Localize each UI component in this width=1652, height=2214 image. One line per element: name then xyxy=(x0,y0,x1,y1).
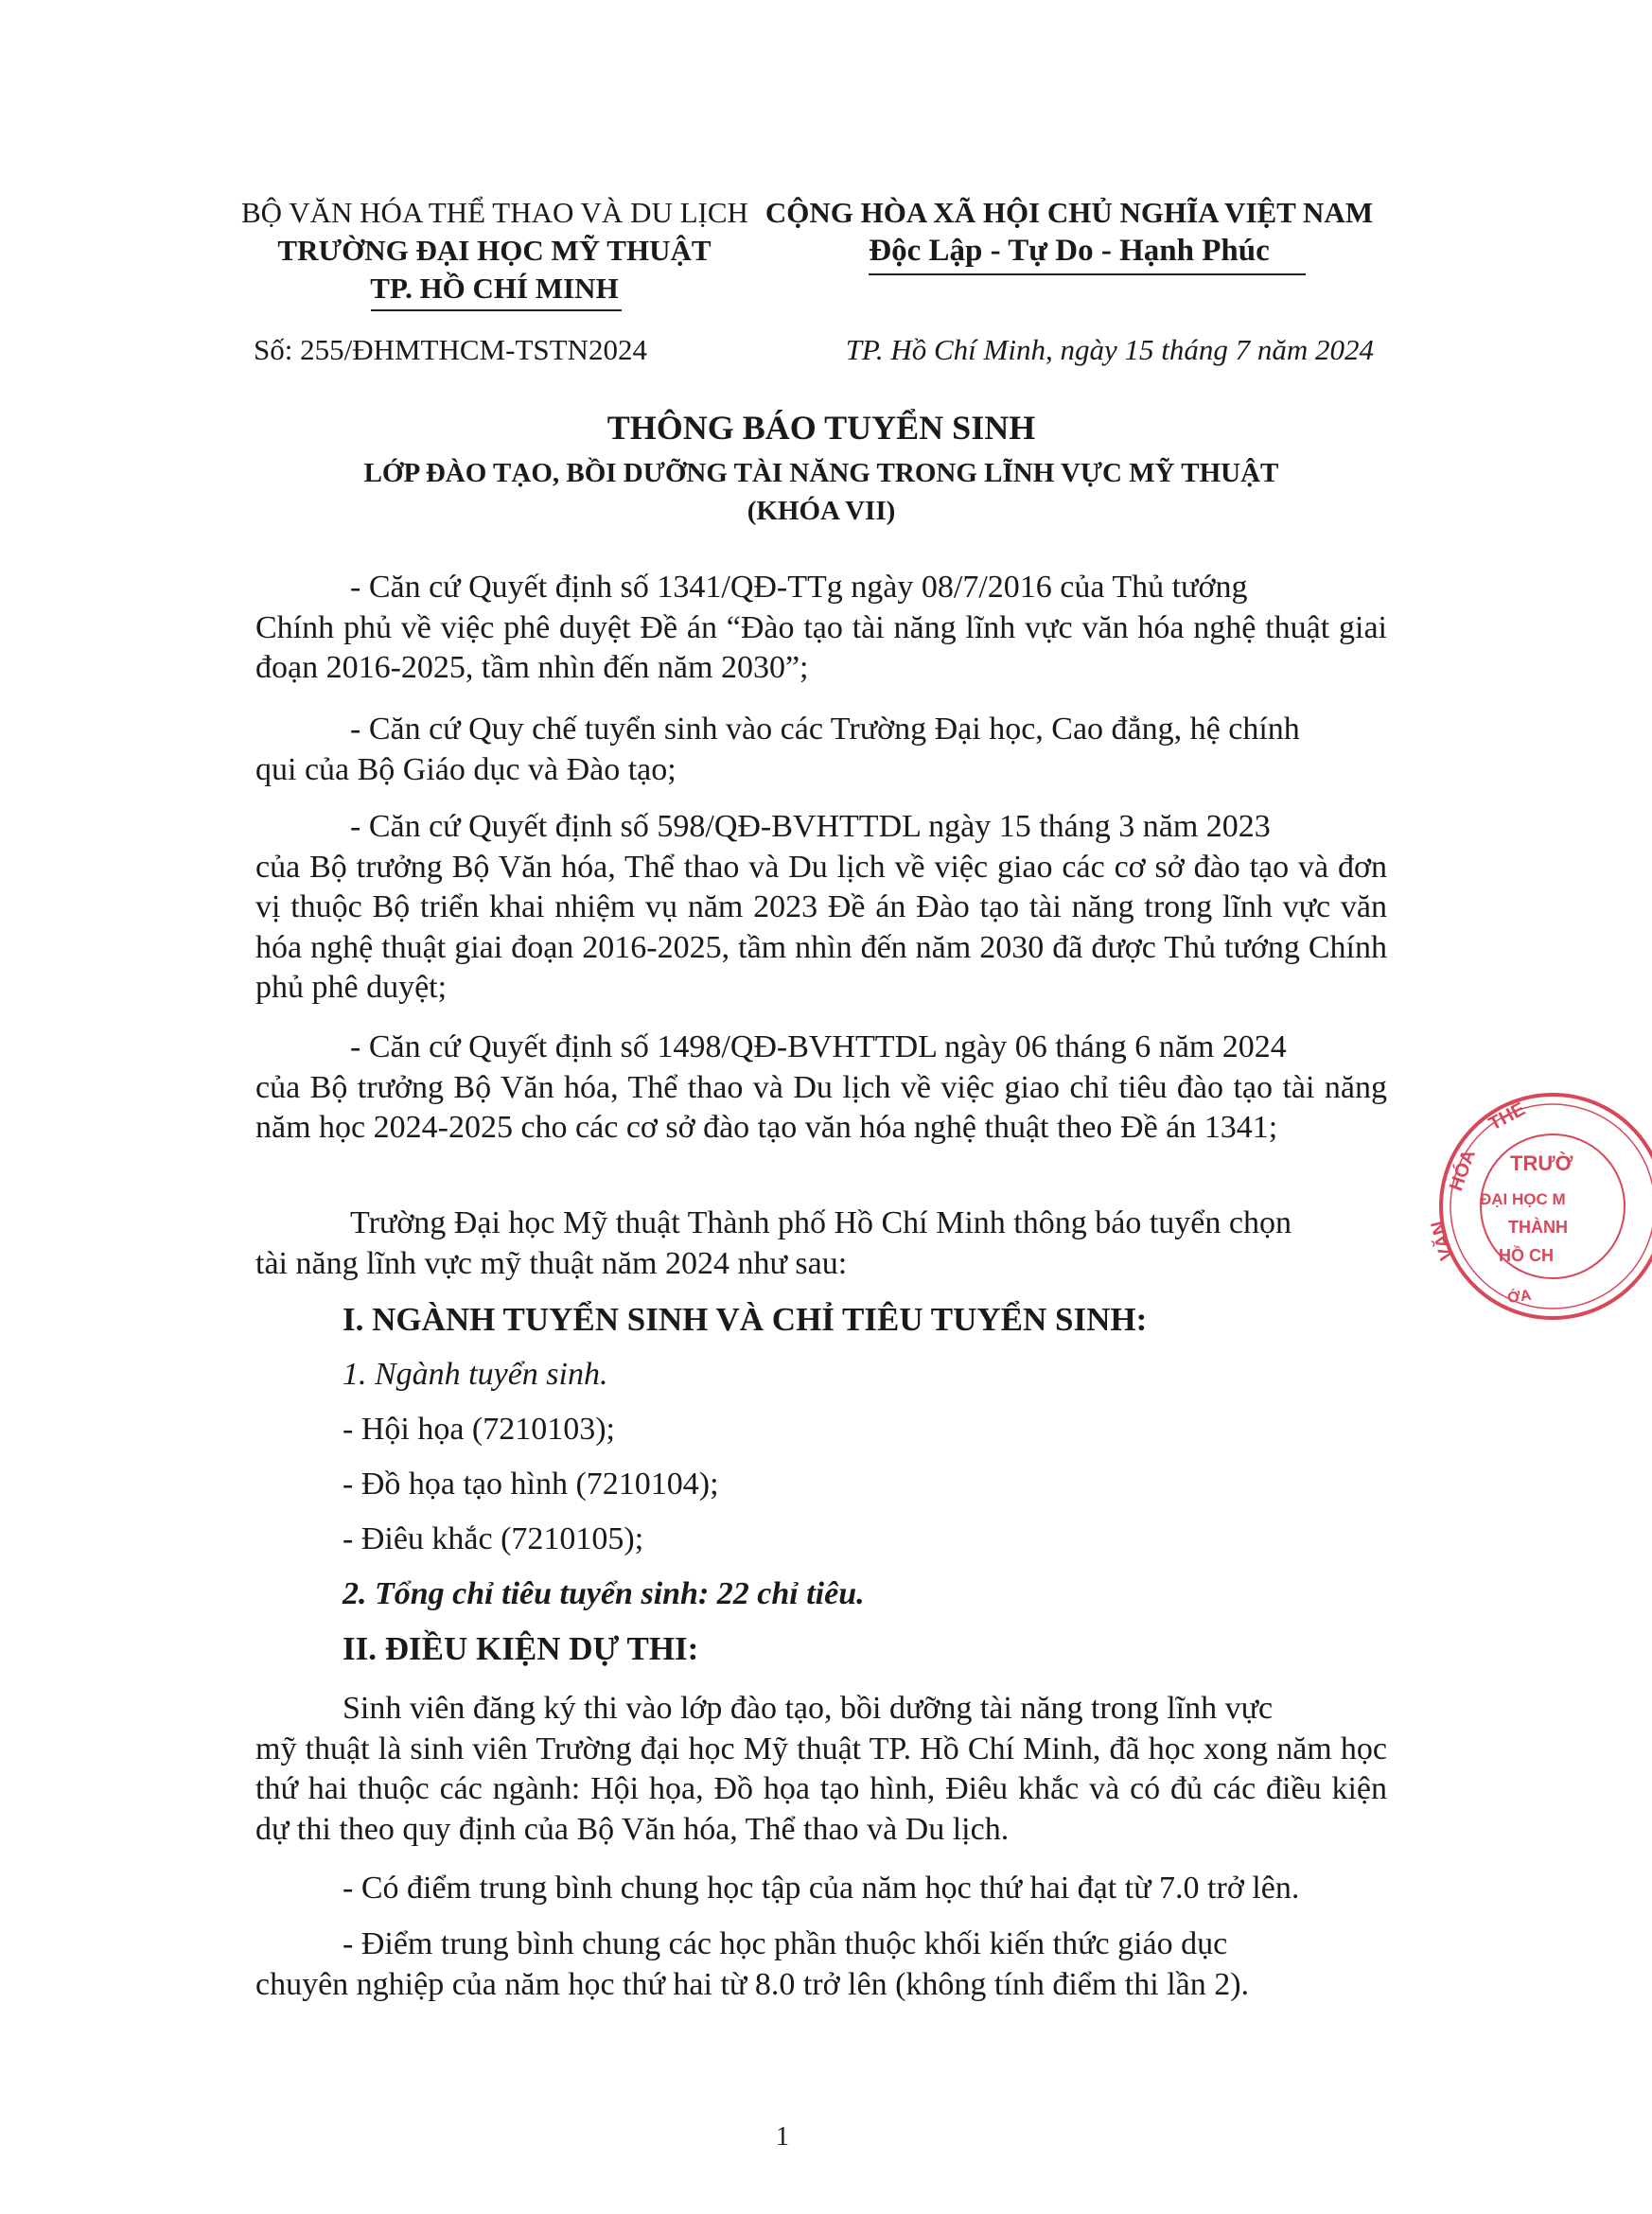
school-city: TP. HỒ CHÍ MINH xyxy=(370,272,619,305)
stamp-text: THỂ xyxy=(1485,1098,1529,1135)
section-2-heading: II. ĐIỀU KIỆN DỰ THI: xyxy=(343,1630,699,1667)
condition-item xyxy=(255,1924,1387,2005)
paragraph-first-line: - Căn cứ Quy chế tuyển sinh vào các Trường Đại học, Cao đẳng, hệ chính xyxy=(350,712,1300,747)
paragraph-rest: qui của Bộ Giáo dục và Đào tạo; xyxy=(255,751,677,787)
preamble-paragraph xyxy=(255,710,1387,790)
paragraph-rest: mỹ thuật là sinh viên Trường đại học Mỹ thuật TP. Hồ Chí Minh, đã học xong năm học thứ hai thuộc các ngành: Hội họa, Đồ họa tạo hình, Điêu khắc và có đủ các điều kiện dự thi theo quy định của Bộ Văn hóa, Thể thao và Du lịch. xyxy=(255,1731,1387,1847)
course-label: (KHÓA VII) xyxy=(747,496,896,526)
ministry-name: BỘ VĂN HÓA THỂ THAO VÀ DU LỊCH xyxy=(241,196,748,229)
motto-underline xyxy=(869,273,1306,275)
page-number: 1 xyxy=(776,2122,789,2152)
preamble-paragraph xyxy=(255,807,1387,1009)
stamp-text: HÓA xyxy=(1446,1147,1480,1194)
paragraph-rest: Chính phủ về việc phê duyệt Đề án “Đào tạo tài năng lĩnh vực văn hóa nghệ thuật giai đoạn 2016-2025, tầm nhìn đến năm 2030”; xyxy=(255,609,1387,685)
paragraph-first-line: - Điểm trung bình chung các học phần thuộc khối kiến thức giáo dục xyxy=(343,1926,1228,1961)
major-item: - Đồ họa tạo hình (7210104); xyxy=(343,1467,719,1502)
stamp-text: ỚA xyxy=(1506,1287,1533,1307)
document-subtitle: LỚP ĐÀO TẠO, BỒI DƯỠNG TÀI NĂNG TRONG LĨNH VỰC MỸ THUẬT xyxy=(363,458,1279,488)
document-date: TP. Hồ Chí Minh, ngày 15 tháng 7 năm 2024 xyxy=(845,333,1374,366)
paragraph-first-line: - Căn cứ Quyết định số 1498/QĐ-BVHTTDL ngày 06 tháng 6 năm 2024 xyxy=(350,1029,1287,1064)
paragraph-first-line: - Căn cứ Quyết định số 1341/QĐ-TTg ngày 08/7/2016 của Thủ tướng xyxy=(350,570,1248,605)
paragraph-first-line: - Căn cứ Quyết định số 598/QĐ-BVHTTDL ngày 15 tháng 3 năm 2023 xyxy=(350,809,1271,844)
condition-item: - Có điểm trung bình chung học tập của năm học thứ hai đạt từ 7.0 trở lên. xyxy=(343,1871,1300,1906)
paragraph-rest: tài năng lĩnh vực mỹ thuật năm 2024 như sau: xyxy=(255,1245,848,1281)
stamp-text: THÀNH xyxy=(1508,1218,1568,1237)
stamp-text: ĐẠI HỌC M xyxy=(1480,1190,1566,1208)
major-item: - Điêu khắc (7210105); xyxy=(343,1521,644,1556)
document-title: THÔNG BÁO TUYỂN SINH xyxy=(606,409,1036,447)
major-item: - Hội họa (7210103); xyxy=(343,1412,616,1447)
paragraph-first-line: Trường Đại học Mỹ thuật Thành phố Hồ Chí Minh thông báo tuyển chọn xyxy=(350,1205,1292,1240)
paragraph-rest: của Bộ trưởng Bộ Văn hóa, Thể thao và Du lịch về việc giao chỉ tiêu đào tạo tài năng năm học 2024-2025 cho các cơ sở đào tạo văn hóa nghệ thuật theo Đề án 1341; xyxy=(255,1069,1387,1145)
republic-name: CỘNG HÒA XÃ HỘI CHỦ NGHĨA VIỆT NAM xyxy=(764,196,1374,229)
stamp-text: TRƯỜ xyxy=(1510,1151,1573,1175)
stamp-text: VĂN xyxy=(1427,1218,1458,1263)
section-1-heading: I. NGÀNH TUYỂN SINH VÀ CHỈ TIÊU TUYỂN SINH: xyxy=(343,1301,1148,1338)
paragraph-first-line: Sinh viên đăng ký thi vào lớp đào tạo, bồi dưỡng tài năng trong lĩnh vực xyxy=(343,1691,1274,1726)
announcement-paragraph xyxy=(255,1204,1387,1284)
paragraph-rest: của Bộ trưởng Bộ Văn hóa, Thể thao và Du lịch về việc giao các cơ sở đào tạo và đơn vị thuộc Bộ triển khai nhiệm vụ năm 2023 Đề án Đào tạo tài năng trong lĩnh vực văn hóa nghệ thuật giai đoạn 2016-2025, tầm nhìn đến năm 2030 đã được Thủ tướng Chính phủ phê duyệt; xyxy=(255,849,1387,1005)
paragraph-rest: chuyên nghiệp của năm học thứ hai từ 8.0 trở lên (không tính điểm thi lần 2). xyxy=(255,1966,1250,2002)
document-number: Số: 255/ĐHMTHCM-TSTN2024 xyxy=(254,333,647,366)
school-underline xyxy=(371,309,622,311)
eligibility-paragraph xyxy=(255,1689,1387,1850)
quota-subheading: 2. Tổng chỉ tiêu tuyển sinh: 22 chỉ tiêu. xyxy=(343,1576,865,1611)
majors-subheading: 1. Ngành tuyển sinh. xyxy=(343,1357,608,1392)
stamp-text: HỒ CH xyxy=(1499,1246,1554,1265)
national-motto: Độc Lập - Tự Do - Hạnh Phúc xyxy=(869,234,1270,268)
preamble-paragraph xyxy=(255,568,1387,689)
official-stamp-icon xyxy=(1425,1093,1652,1320)
school-name: TRƯỜNG ĐẠI HỌC MỸ THUẬT xyxy=(277,234,712,267)
preamble-paragraph xyxy=(255,1028,1387,1149)
